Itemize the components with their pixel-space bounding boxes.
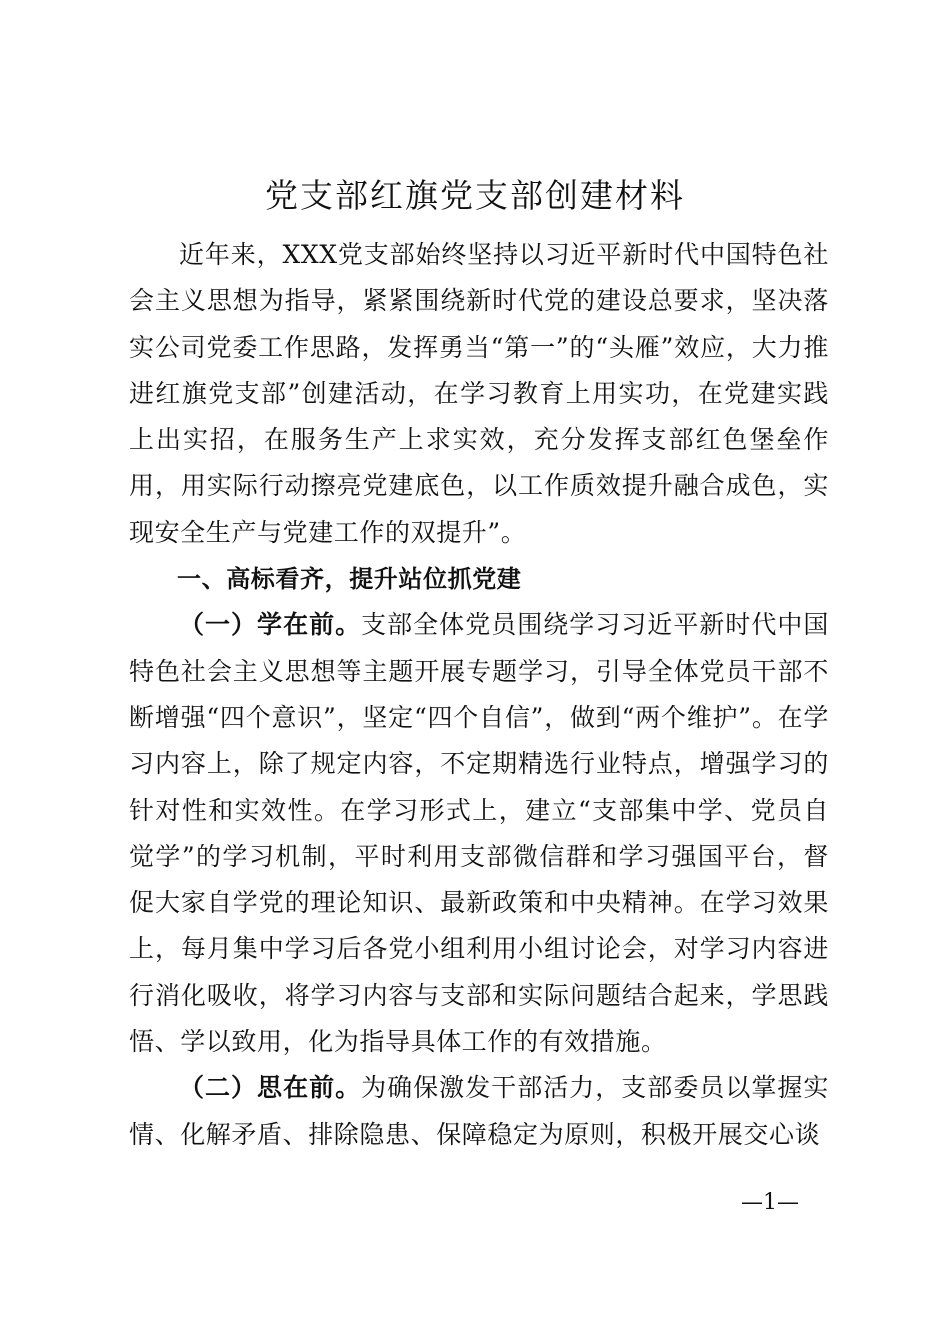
page-number: —1—	[741, 1190, 799, 1215]
subsection-lead-1: （一）学在前。	[179, 610, 362, 640]
document-body	[129, 232, 829, 1158]
subsection-lead-2: （二）思在前。	[179, 1073, 362, 1103]
subsection-text-1: 支部全体党员围绕学习习近平新时代中国特色社会主义思想等主题开展专题学习，引导全体党员干部不断增强“四个意识”，坚定“四个自信”，做到“两个维护”。在学习内容上，除了规定内容，不定期精选行业特点，增强学习的针对性和实效性。在学习形式上，建立“支部集中学、党员自觉学”的学习机制，平时利用支部微信群和学习强国平台，督促大家自学党的理论知识、最新政策和中央精神。在学习效果上，每月集中学习后各党小组利用小组讨论会，对学习内容进行消化吸收，将学习内容与支部和实际问题结合起来，学思践悟、学以致用，化为指导具体工作的有效措施。	[129, 610, 829, 1057]
subsection-paragraph-1	[129, 602, 829, 1065]
intro-paragraph: 近年来，XXX党支部始终坚持以习近平新时代中国特色社会主义思想为指导，紧紧围绕新时代党的建设总要求，坚决落实公司党委工作思路，发挥勇当“第一”的“头雁”效应，大力推进红旗党支部”创建活动，在学习教育上用实功，在党建实践上出实招，在服务生产上求实效，充分发挥支部红色堡垒作用，用实际行动擦亮党建底色，以工作质效提升融合成色，实现安全生产与党建工作的双提升”。	[129, 240, 829, 547]
subsection-text-2: 为确保激发干部活力，支部委员以掌握实情、化解矛盾、排除隐患、保障稳定为原则，积极开展交心谈	[129, 1073, 829, 1149]
section-heading-1: 一、高标看齐，提升站位抓党建	[177, 565, 522, 594]
subsection-paragraph-2	[129, 1065, 829, 1158]
document-title: 党支部红旗党支部创建材料	[265, 176, 685, 215]
